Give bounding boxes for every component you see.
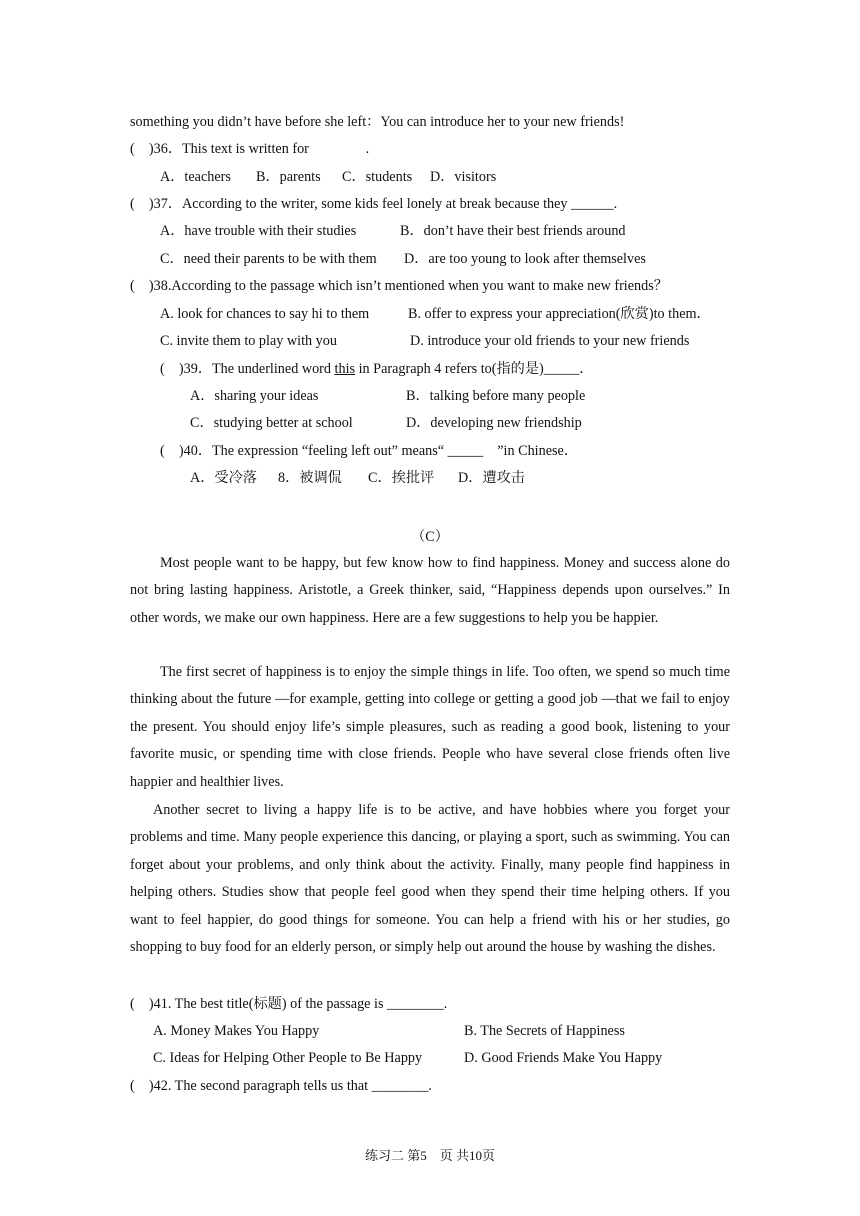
question-39-option-c[interactable]: C．studying better at school xyxy=(190,415,353,431)
question-40-option-d[interactable]: D．遭攻击 xyxy=(458,470,525,486)
question-39-option-d[interactable]: D．developing new friendship xyxy=(406,415,582,431)
question-42-stem: ( )42. The second paragraph tells us that ________. xyxy=(130,1078,432,1094)
page-footer: 练习二 第5 页 共10页 xyxy=(364,1148,495,1163)
paragraph-2-text: The first secret of happiness is to enjoy the simple things in life. Too often, we spend so much time thinking about the future —for example, getting into college or getting a good job —that we fail to enjoy the present. You should enjoy life’s simple pleasures, such as reading a good book, listening to your favorite music, or spending time with close friends. People who have several close friends often live happier and healthier lives. xyxy=(130,664,730,790)
question-41-option-b[interactable]: B. The Secrets of Happiness xyxy=(464,1023,625,1039)
passage-c-paragraph-3 xyxy=(130,797,730,961)
question-37-option-b[interactable]: B．don’t have their best friends around xyxy=(400,223,626,239)
question-39-stem-end: in Paragraph 4 refers to(指的是)_____． xyxy=(355,361,594,377)
question-39-option-b[interactable]: B．talking before many people xyxy=(406,388,586,404)
question-41-option-c[interactable]: C. Ideas for Helping Other People to Be Happy xyxy=(153,1050,423,1066)
question-41-option-d[interactable]: D. Good Friends Make You Happy xyxy=(464,1050,663,1066)
passage-c-paragraph-2 xyxy=(130,659,730,796)
question-37-option-d[interactable]: D．are too young to look after themselves xyxy=(404,251,646,267)
question-39-stem xyxy=(160,360,593,378)
question-41-stem: ( )41. The best title(标题) of the passage is ________. xyxy=(130,996,448,1012)
question-36-stem: ( )36．This text is written for . xyxy=(130,141,370,157)
question-36-option-b[interactable]: B．parents xyxy=(256,169,321,185)
paragraph-1-text: Most people want to be happy, but few know how to find happiness. Money and success alone do not bring lasting happiness. Aristotle, a Greek thinker, said, “Happiness depends upon ourselves.” In other words, we make our own happiness. Here are a few suggestions to help you be happier. xyxy=(130,555,730,626)
question-37-option-c[interactable]: C．need their parents to be with them xyxy=(160,251,377,267)
passage-c-paragraph-1 xyxy=(130,550,730,632)
question-41-option-a[interactable]: A. Money Makes You Happy xyxy=(153,1023,320,1039)
question-38-option-a[interactable]: A. look for chances to say hi to them xyxy=(160,306,370,322)
question-40-option-c[interactable]: C．挨批评 xyxy=(368,470,435,486)
question-36-option-d[interactable]: D．visitors xyxy=(430,169,497,185)
question-40-stem: ( )40．The expression “feeling left out” means“ _____ ”in Chinese． xyxy=(160,443,579,459)
underlined-word: this xyxy=(334,361,356,377)
question-38-option-d[interactable]: D. introduce your old friends to your new friends xyxy=(410,333,690,349)
passage-continuation-line: something you didn’t have before she left：You can introduce her to your new friends! xyxy=(130,114,625,130)
question-36-option-a[interactable]: A．teachers xyxy=(160,169,231,185)
question-38-option-b[interactable]: B. offer to express your appreciation(欣赏)to them． xyxy=(408,306,711,322)
question-40-option-a[interactable]: A．受冷落 xyxy=(190,470,257,486)
question-38-option-c[interactable]: C. invite them to play with you xyxy=(160,333,337,349)
question-36-option-c[interactable]: C．students xyxy=(342,169,413,185)
section-c-heading: （C） xyxy=(411,529,449,545)
paragraph-3-text: Another secret to living a happy life is to be active, and have hobbies where you forget your problems and time. Many people experience this dancing, or playing a sport, such as swimming. You can forget about your problems, and only think about the activity. Finally, many people find happiness in helping others. Studies show that people feel good when they spend their time helping others. If you want to feel happier, do good things for someone. You can help a friend with his or her studies, go shopping to buy food for an elderly person, or simply help out around the house by washing the dishes. xyxy=(130,802,730,956)
question-39-option-a[interactable]: A．sharing your ideas xyxy=(190,388,319,404)
question-39-stem-start: ( )39．The underlined word xyxy=(160,361,335,377)
question-37-stem: ( )37．According to the writer, some kids feel lonely at break because they ______. xyxy=(130,196,618,212)
question-38-stem: ( )38.According to the passage which isn’t mentioned when you want to make new friends？ xyxy=(130,278,668,294)
question-40-option-b[interactable]: 8．被调侃 xyxy=(278,470,342,486)
question-37-option-a[interactable]: A．have trouble with their studies xyxy=(160,223,357,239)
